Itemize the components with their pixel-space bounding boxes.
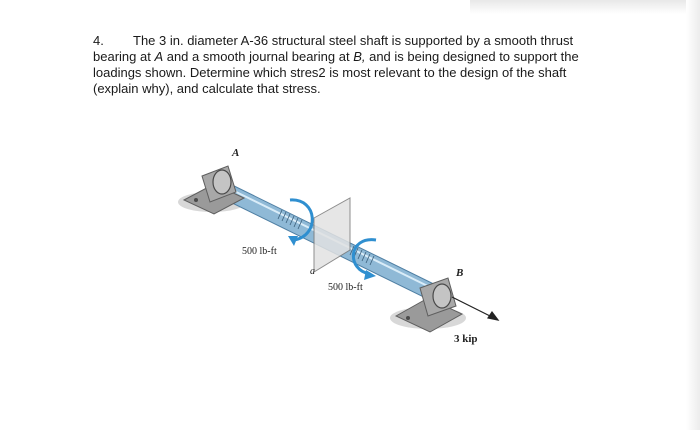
problem-line-1 [93,33,598,49]
problem-line-2 [93,49,598,65]
problem-text-segment: and a smooth journal bearing at [163,49,354,64]
page-edge-shadow-right [686,0,700,430]
problem-text-segment: bearing at [93,49,155,64]
page-edge-shadow-top [470,0,700,14]
bearing-a-bolt [194,198,198,202]
shaft-figure [170,140,510,360]
label-point-a: A [232,147,240,159]
label-torque-left: 500 lb-ft [242,246,277,257]
problem-statement [93,33,598,97]
problem-text-line-1: The 3 in. diameter A-36 structural steel shaft is supported by a smooth thrust [133,33,574,48]
bearing-b-bolt [406,316,410,320]
label-torque-right: 500 lb-ft [328,282,363,293]
bearing-b-ref: B, [353,49,366,64]
bearing-a-ring [213,170,231,194]
label-axial-load: 3 kip [454,333,478,345]
section-plane [314,198,350,272]
bearing-b-ring [433,284,451,308]
problem-line-4: (explain why), and calculate that stress. [93,81,321,96]
bearing-a-ref: A [154,49,164,64]
problem-line-3: loadings shown. Determine which stres2 is most relevant to the design of the shaft [93,65,567,80]
problem-text-segment: and is being designed to support the [365,49,579,64]
label-section-a: a [310,266,315,277]
problem-number: 4. [93,33,104,48]
label-point-b: B [456,267,464,279]
